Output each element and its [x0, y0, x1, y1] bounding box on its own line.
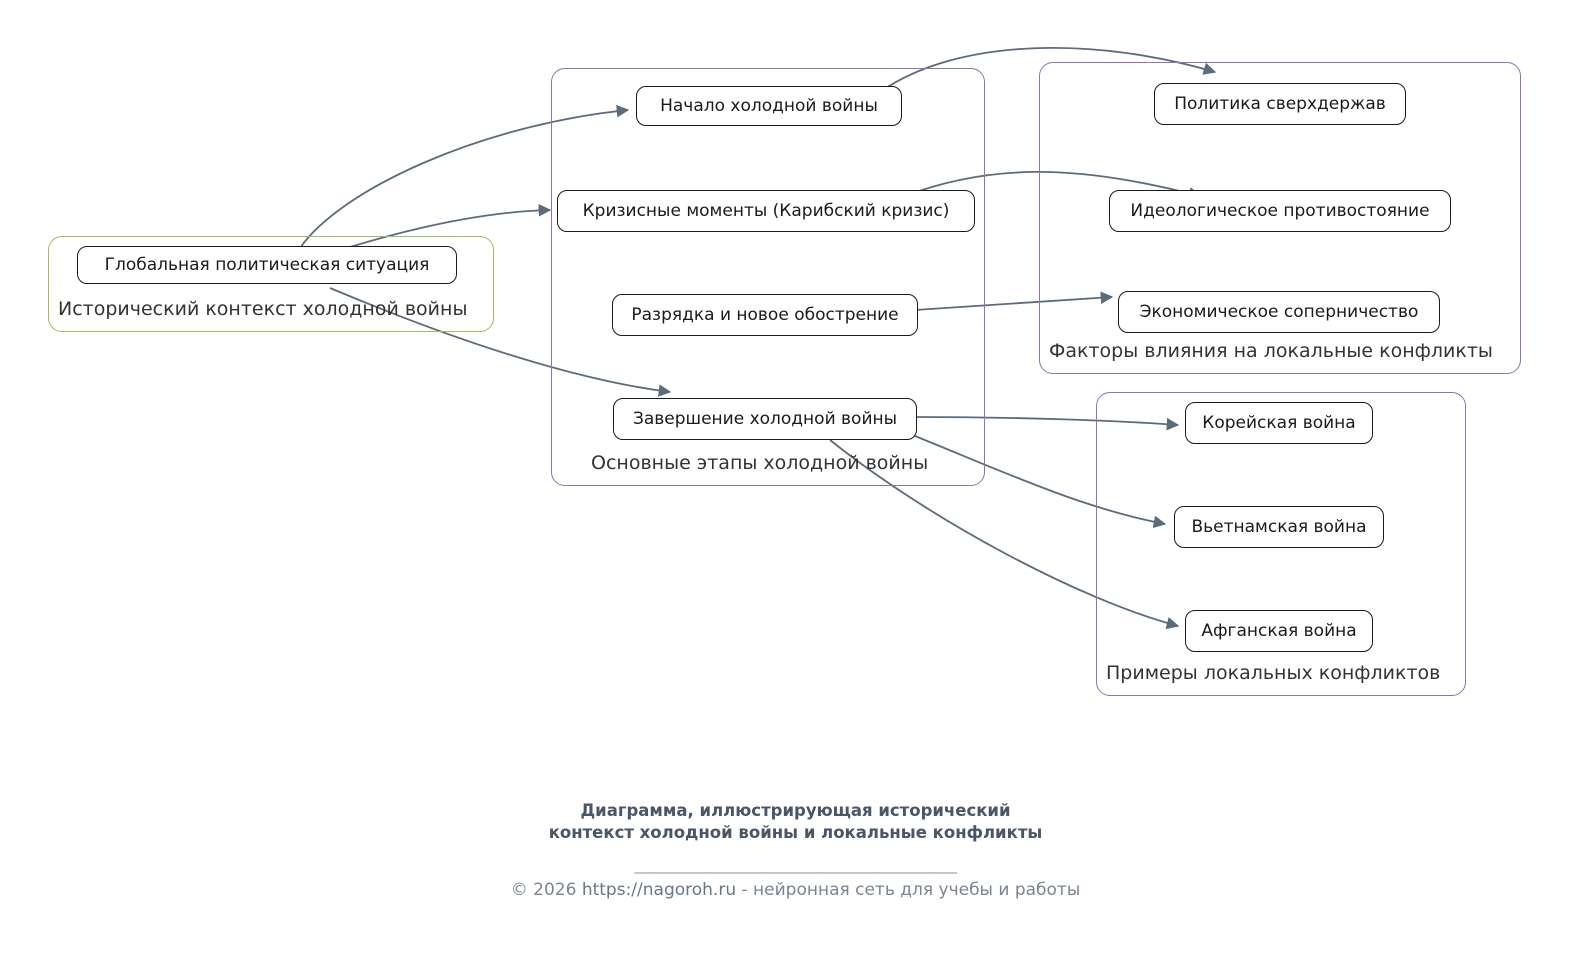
node-detente-and-new-escalation[interactable]: Разрядка и новое обострение	[612, 294, 918, 336]
node-economic-rivalry[interactable]: Экономическое соперничество	[1118, 291, 1440, 333]
node-superpower-politics[interactable]: Политика сверхдержав	[1154, 83, 1406, 125]
cluster-stages-label: Основные этапы холодной войны	[591, 452, 929, 474]
node-global-political-situation[interactable]: Глобальная политическая ситуация	[77, 246, 457, 284]
cluster-context-label: Исторический контекст холодной войны	[58, 298, 468, 320]
footer-credit-link[interactable]: https://nagoroh.ru	[581, 880, 737, 900]
footer-credit-prefix: © 2026	[510, 880, 582, 900]
footer-title-line2: контекст холодной войны и локальные конфликты	[548, 823, 1043, 843]
node-end-of-cold-war[interactable]: Завершение холодной войны	[613, 398, 917, 440]
footer-credit-suffix: - нейронная сеть для учебы и работы	[736, 880, 1081, 900]
node-afghan-war[interactable]: Афганская война	[1185, 610, 1373, 652]
node-vietnam-war[interactable]: Вьетнамская война	[1174, 506, 1384, 548]
node-crisis-moments[interactable]: Кризисные моменты (Карибский кризис)	[557, 190, 975, 232]
node-korean-war[interactable]: Корейская война	[1185, 402, 1373, 444]
node-start-of-cold-war[interactable]: Начало холодной войны	[636, 86, 902, 126]
footer-divider: ______________________________________________	[634, 856, 957, 874]
footer-title-line1: Диаграмма, иллюстрирующая исторический	[580, 801, 1011, 820]
footer-credit	[0, 880, 1591, 900]
footer-title	[0, 800, 1591, 845]
cluster-factors-label: Факторы влияния на локальные конфликты	[1049, 340, 1493, 362]
node-ideological-confrontation[interactable]: Идеологическое противостояние	[1109, 190, 1451, 232]
cluster-examples-label: Примеры локальных конфликтов	[1106, 662, 1441, 684]
